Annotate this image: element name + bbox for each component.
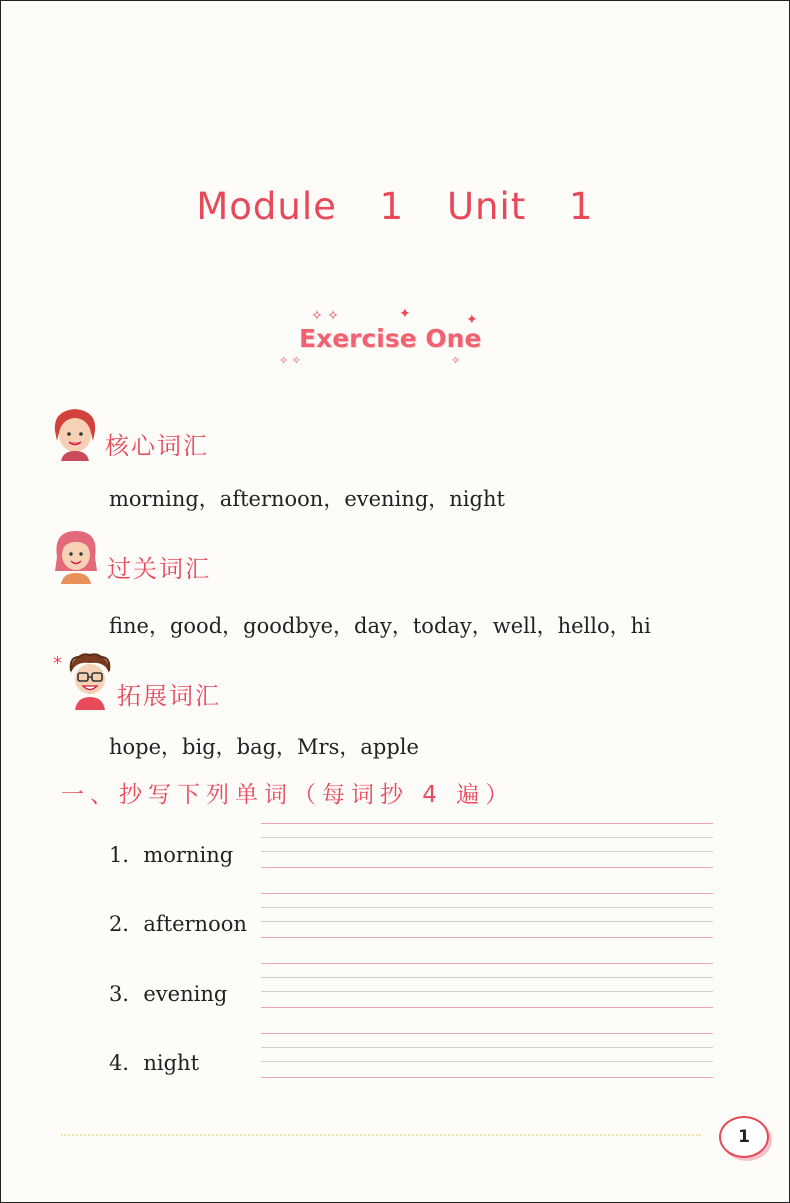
girl-long-hair-icon	[51, 527, 101, 585]
extend-vocab-label: 拓展词汇	[117, 682, 221, 710]
sparkle-icon: ✧ ✧	[311, 308, 339, 324]
core-vocab-label: 核心词汇	[105, 432, 209, 460]
module-title: Module 1 Unit 1	[196, 185, 594, 228]
boy-glasses-icon	[65, 651, 115, 711]
exercise-title: Exercise One	[299, 324, 482, 353]
copy-word-item: 4．night	[109, 1051, 200, 1075]
task-heading: 一、抄写下列单词（每词抄 4 遍）	[61, 782, 515, 808]
sparkle-icon: ✦	[466, 312, 478, 328]
extend-vocab-words: hope，big，bag，Mrs，apple	[109, 735, 419, 759]
sparkle-icon: ✧ ✧	[279, 354, 301, 367]
writing-lines[interactable]	[261, 823, 713, 869]
optional-marker: *	[53, 653, 62, 674]
writing-lines[interactable]	[261, 893, 713, 939]
pass-vocab-label: 过关词汇	[107, 555, 211, 583]
copy-word-item: 1．morning	[109, 843, 234, 867]
copy-word-item: 2．afternoon	[109, 912, 247, 936]
page-number: 1	[719, 1116, 769, 1158]
exercise-banner	[271, 306, 501, 376]
pass-vocab-words: fine，good，goodbye，day，today，well，hello，hi	[109, 614, 651, 638]
girl-short-hair-icon	[49, 405, 101, 463]
footer-divider	[61, 1134, 701, 1138]
sparkle-icon: ✦	[399, 306, 411, 322]
sparkle-icon: ✧	[451, 354, 461, 367]
copy-word-item: 3．evening	[109, 982, 228, 1006]
writing-lines[interactable]	[261, 963, 713, 1009]
writing-lines[interactable]	[261, 1033, 713, 1079]
core-vocab-words: morning，afternoon，evening，night	[109, 487, 505, 511]
